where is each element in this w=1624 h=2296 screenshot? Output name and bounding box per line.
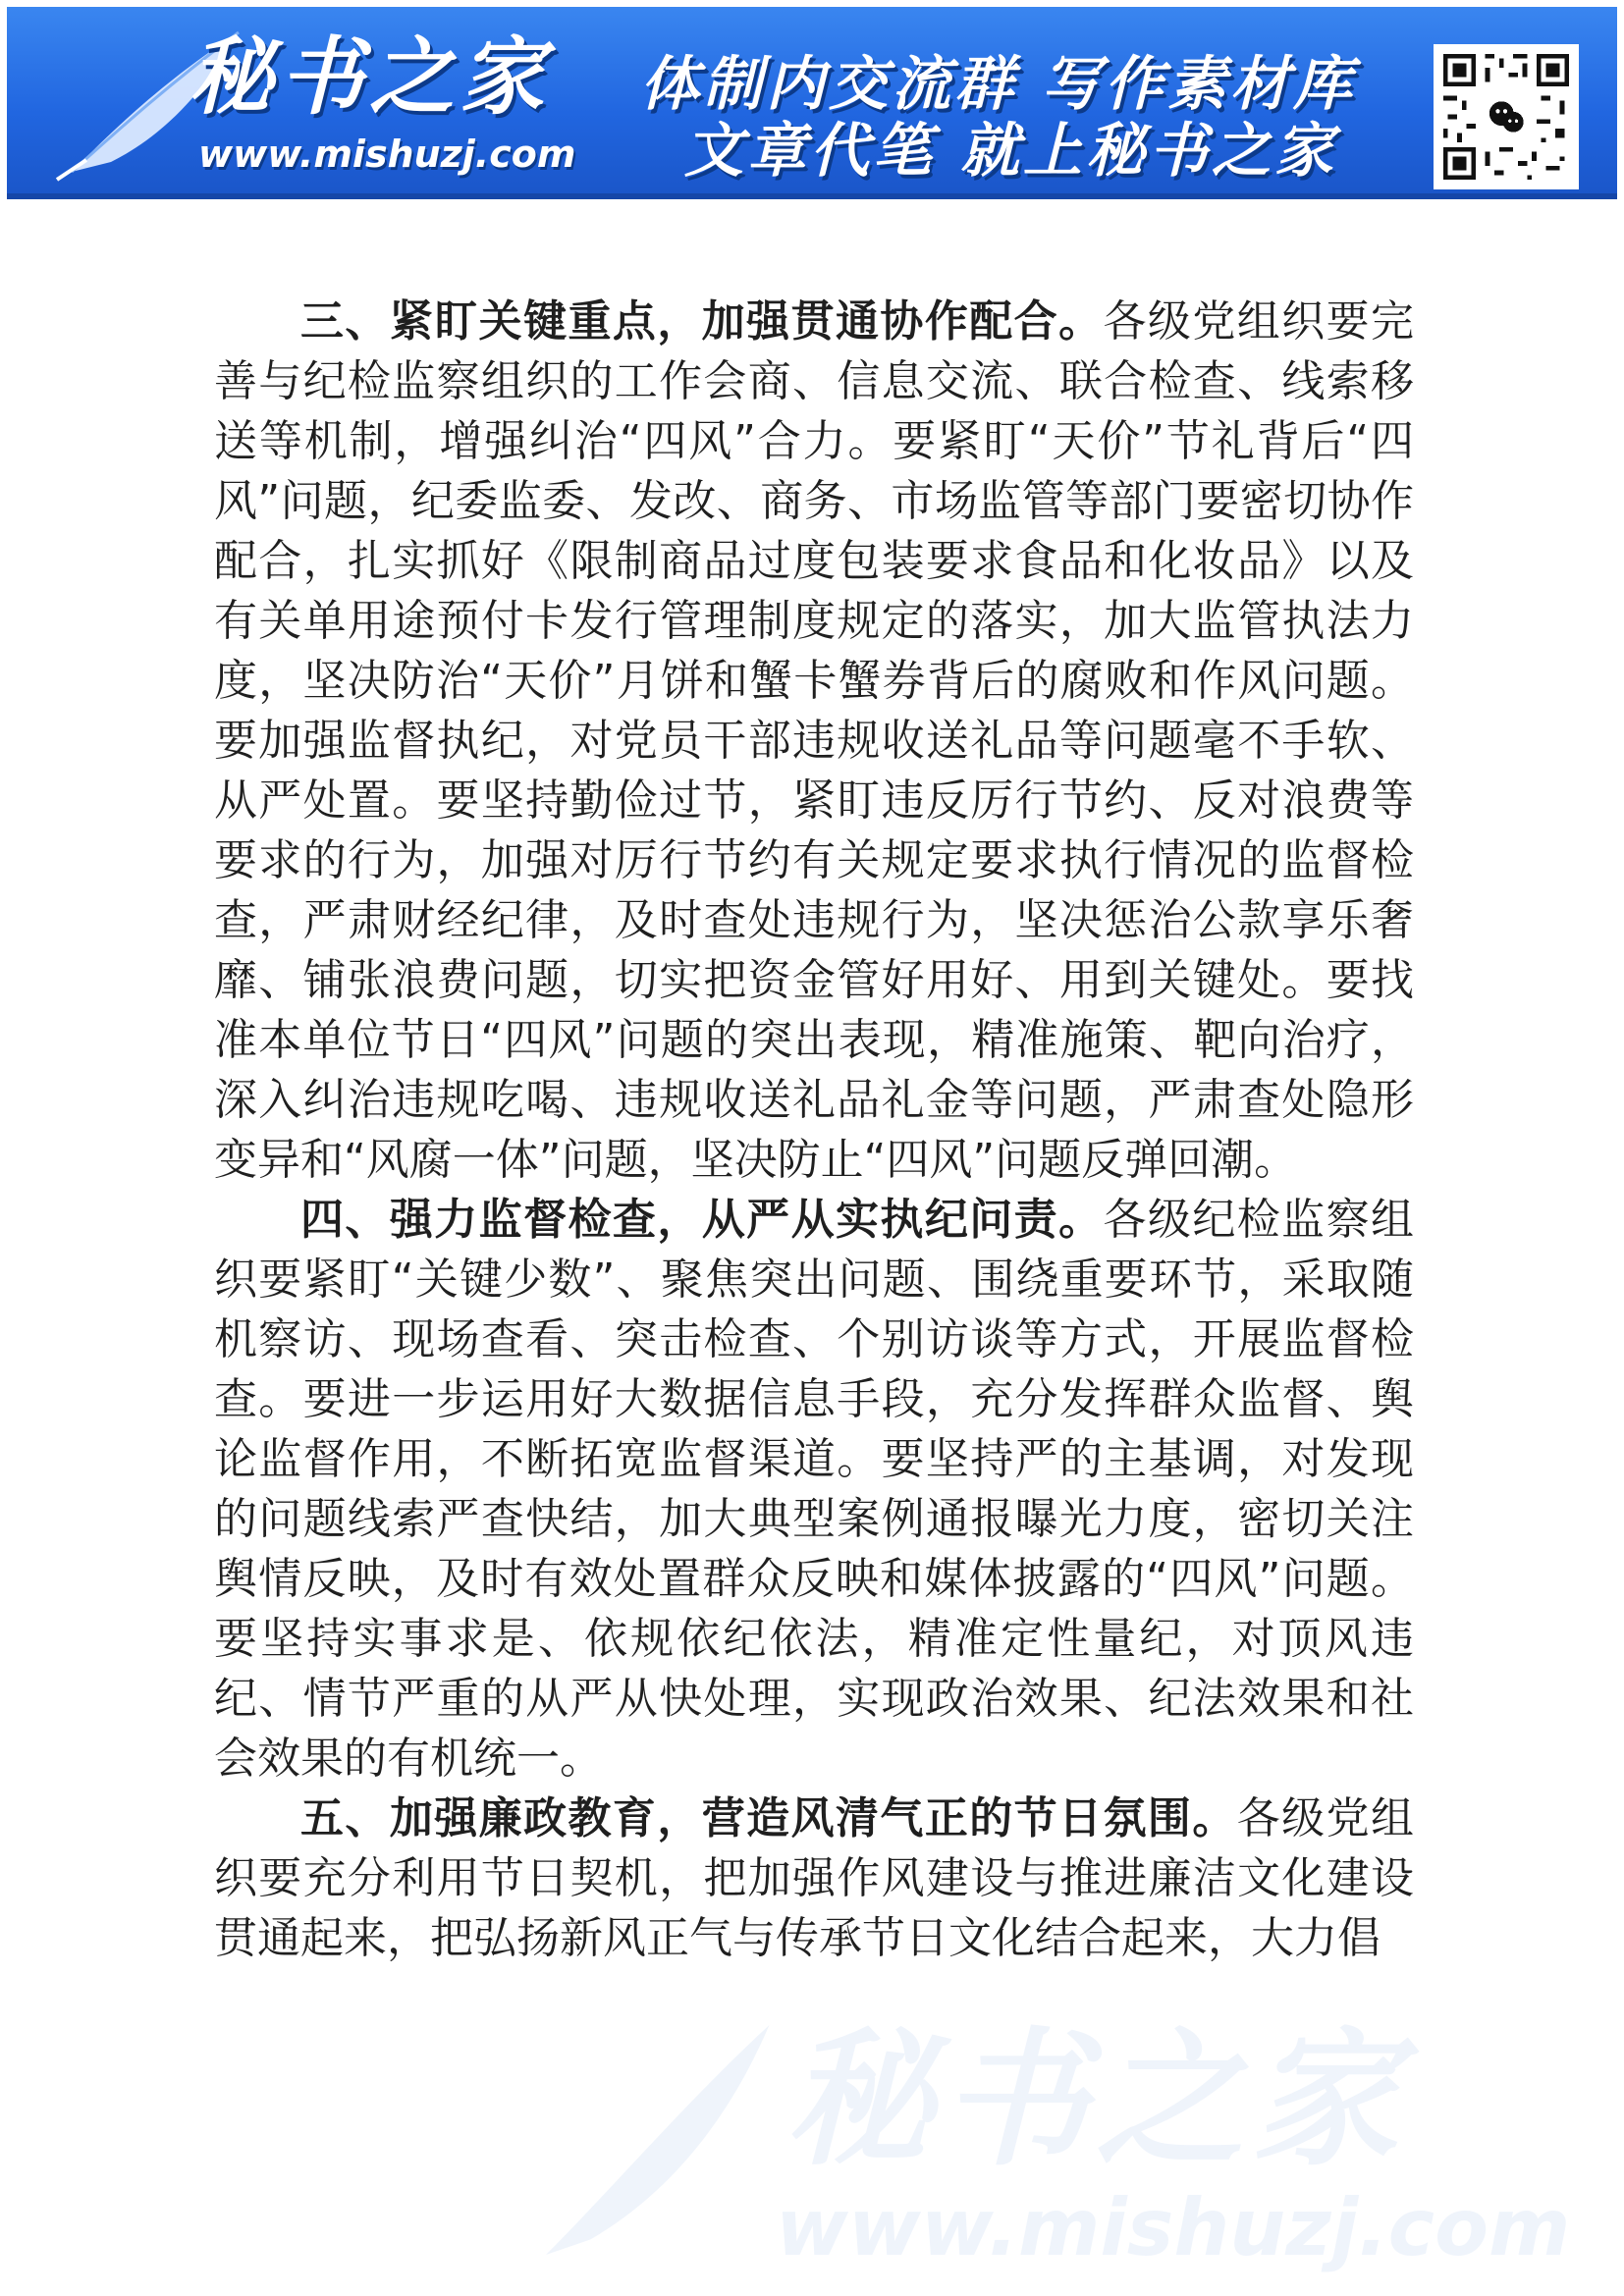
- paragraph-3: [214, 292, 1414, 1190]
- watermark-brand: 秘书之家: [785, 2015, 1407, 2186]
- paragraph-3-text: 各级党组织要完善与纪检监察组织的工作会商、信息交流、联合检查、线索移送等机制，增强纠治“四风”合力。要紧盯“天价”节礼背后“四风”问题，纪委监委、发改、商务、市场监管等部门要密切协作配合，扎实抓好《限制商品过度包装要求食品和化妆品》以及有关单用途预付卡发行管理制度规定的落实，加大监管执法力度，坚决防治“天价”月饼和蟹卡蟹券背后的腐败和作风问题。要加强监督执纪，对党员干部违规收送礼品等问题毫不手软、从严处置。要坚持勤俭过节，紧盯违反厉行节约、反对浪费等要求的行为，加强对厉行节约有关规定要求执行情况的监督检查，严肃财经纪律，及时查处违规行为，坚决惩治公款享乐奢靡、铺张浪费问题，切实把资金管好用好、用到关键处。要找准本单位节日“四风”问题的突出表现，精准施策、靶向治疗，深入纠治违规吃喝、违规收送礼品礼金等问题，严肃查处隐形变异和“风腐一体”问题，坚决防止“四风”问题反弹回潮。: [214, 296, 1414, 1185]
- brand-url[interactable]: www.mishuzj.com: [198, 133, 576, 176]
- paragraph-4: [214, 1190, 1414, 1789]
- watermark: [520, 2012, 1624, 2277]
- paragraph-4-heading: 四、强力监督检查，从严从实执纪问责。: [300, 1195, 1104, 1245]
- header-banner: [7, 7, 1617, 199]
- paragraph-5-text: 各级党组织要充分利用节日契机，把加强作风建设与推进廉洁文化建设贯通起来，把弘扬新风正气与传承节日文化结合起来，大力倡: [214, 1793, 1414, 1963]
- paragraph-5: [214, 1789, 1414, 1968]
- wechat-qr-icon[interactable]: [1434, 44, 1579, 189]
- brand-title: 秘书之家: [189, 28, 550, 127]
- paragraph-5-heading: 五、加强廉政教育，营造风清气正的节日氛围。: [300, 1793, 1237, 1843]
- slogan-line-1: 体制内交流群 写作素材库: [640, 50, 1356, 119]
- document-body: [214, 292, 1414, 1968]
- paragraph-3-heading: 三、紧盯关键重点，加强贯通协作配合。: [300, 296, 1104, 347]
- paragraph-4-text: 各级纪检监察组织要紧盯“关键少数”、聚焦突出问题、围绕重要环节，采取随机察访、现场查看、突击检查、个别访谈等方式，开展监督检查。要进一步运用好大数据信息手段，充分发挥群众监督、舆论监督作用，不断拓宽监督渠道。要坚持严的主基调，对发现的问题线索严查快结，加大典型案例通报曝光力度，密切关注舆情反映，及时有效处置群众反映和媒体披露的“四风”问题。要坚持实事求是、依规依纪依法，精准定性量纪，对顶风违纪、情节严重的从严从快处理，实现政治效果、纪法效果和社会效果的有机统一。: [214, 1195, 1414, 1784]
- slogan-line-2: 文章代笔 就上秘书之家: [684, 117, 1337, 186]
- watermark-feather-icon: [520, 2012, 776, 2268]
- watermark-url: www.mishuzj.com: [776, 2182, 1571, 2273]
